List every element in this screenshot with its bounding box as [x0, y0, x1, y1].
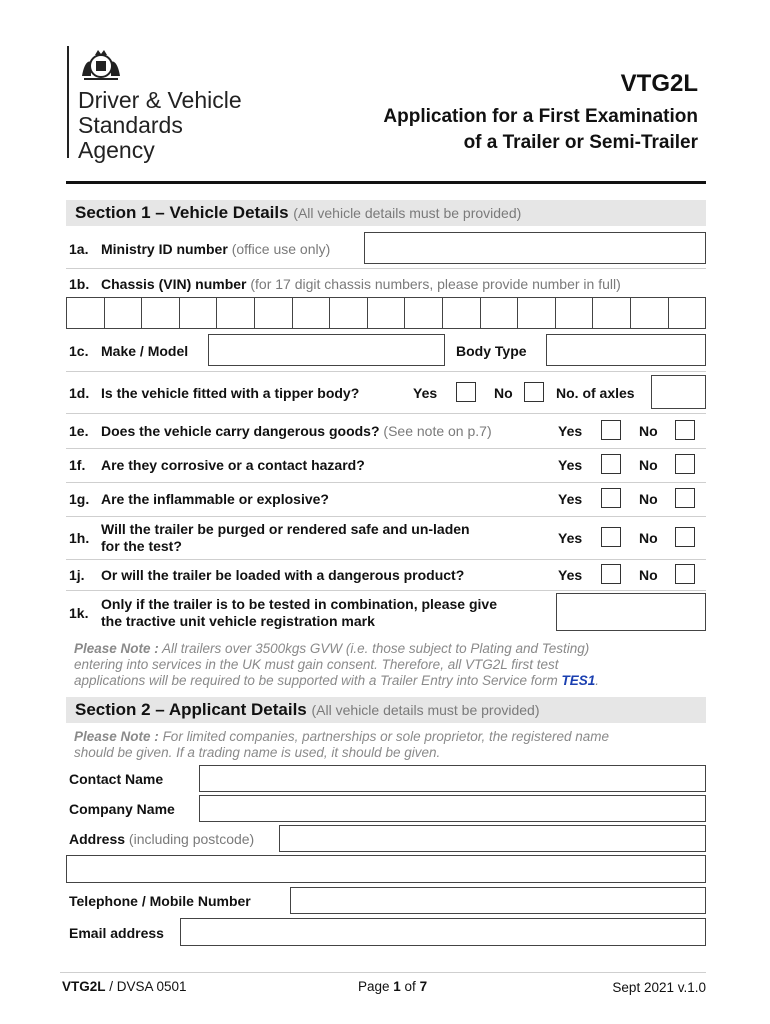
q1e-no-label: No [639, 423, 658, 439]
company-name-label: Company Name [69, 801, 175, 817]
q1k-line1: Only if the trailer is to be tested in combination, please give [101, 596, 497, 612]
q1e-yes-label: Yes [558, 423, 583, 439]
divider [66, 516, 706, 517]
agency-line2: Standards [78, 112, 183, 138]
note-end: . [595, 673, 600, 688]
header-divider [66, 181, 706, 184]
note-line2: entering into services in the UK must gain consent. Therefore, all VTG2L first test [74, 657, 559, 672]
q1d-num: 1d. [69, 385, 90, 401]
q1e-num: 1e. [69, 423, 89, 439]
footer-divider [60, 972, 706, 973]
q1f-yes-checkbox[interactable] [601, 454, 621, 474]
q1d-no-label: No [494, 385, 513, 401]
q1b-num: 1b. [69, 276, 90, 292]
q1d-yes-checkbox[interactable] [456, 382, 476, 402]
section2-note [74, 729, 609, 761]
q1h-no-label: No [639, 530, 658, 546]
footer-version: Sept 2021 v.1.0 [612, 980, 706, 995]
q1j-yes-label: Yes [558, 567, 583, 583]
q1k-line2: the tractive unit vehicle registration mark [101, 613, 375, 629]
q1f-no-label: No [639, 457, 658, 473]
q1h-num: 1h. [69, 530, 90, 546]
vin-cell[interactable] [105, 298, 143, 328]
q1d-yes-label: Yes [413, 385, 438, 401]
q1e-no-checkbox[interactable] [675, 420, 695, 440]
contact-name-input[interactable] [199, 765, 706, 792]
address-input-line1[interactable] [279, 825, 706, 852]
q1b-label [101, 276, 621, 292]
q1h-label [101, 521, 470, 555]
note-line1: All trailers over 3500kgs GVW (i.e. those subject to Plating and Testing) [162, 641, 590, 656]
section1-title [75, 203, 521, 223]
divider [66, 482, 706, 483]
q1j-no-checkbox[interactable] [675, 564, 695, 584]
form-code: VTG2L [620, 70, 698, 97]
q1h-yes-checkbox[interactable] [601, 527, 621, 547]
form-title-line1: Application for a First Examination [383, 106, 698, 127]
q1g-label: Are the inflammable or explosive? [101, 491, 329, 507]
agency-line3: Agency [78, 137, 155, 163]
q1e-yes-checkbox[interactable] [601, 420, 621, 440]
vin-cell[interactable] [368, 298, 406, 328]
vin-cell[interactable] [255, 298, 293, 328]
q1d-no-checkbox[interactable] [524, 382, 544, 402]
vin-cell[interactable] [330, 298, 368, 328]
page-total: 7 [419, 979, 428, 994]
axles-input[interactable] [651, 375, 706, 409]
page-of: of [400, 979, 420, 994]
agency-line1: Driver & Vehicle [78, 87, 242, 113]
divider [66, 371, 706, 372]
q1e-label-text: Does the vehicle carry dangerous goods? [101, 423, 380, 439]
vin-cell[interactable] [293, 298, 331, 328]
telephone-input[interactable] [290, 887, 706, 914]
q1c-label: Make / Model [101, 343, 189, 359]
q1a-num: 1a. [69, 241, 89, 257]
q1j-yes-checkbox[interactable] [601, 564, 621, 584]
q1e-hint: (See note on p.7) [383, 423, 492, 439]
q1j-num: 1j. [69, 567, 85, 583]
form-title [383, 104, 698, 156]
section1-hint: (All vehicle details must be provided) [293, 205, 522, 221]
vin-cell[interactable] [443, 298, 481, 328]
q1f-yes-label: Yes [558, 457, 583, 473]
q1b-label-text: Chassis (VIN) number [101, 276, 247, 292]
note-line1: For limited companies, partnerships or sole proprietor, the registered name [162, 729, 610, 744]
form-title-line2: of a Trailer or Semi-Trailer [463, 132, 698, 153]
footer-ref [62, 979, 187, 994]
ministry-id-input[interactable] [364, 232, 706, 264]
section2-title [75, 700, 540, 720]
address-label [69, 831, 254, 847]
q1h-yes-label: Yes [558, 530, 583, 546]
divider [66, 268, 706, 269]
agency-name [78, 88, 242, 163]
vin-input-grid[interactable] [66, 297, 706, 329]
footer-page [358, 979, 427, 994]
note-label: Please Note : [74, 729, 159, 744]
tractive-unit-vrm-input[interactable] [556, 593, 706, 631]
vin-cell[interactable] [217, 298, 255, 328]
address-label-text: Address [69, 831, 126, 847]
q1j-label: Or will the trailer be loaded with a dangerous product? [101, 567, 465, 583]
address-input-line2[interactable] [66, 855, 706, 883]
email-input[interactable] [180, 918, 706, 946]
q1e-label [101, 423, 492, 439]
q1g-yes-label: Yes [558, 491, 583, 507]
crest-icon [76, 46, 126, 82]
axles-label: No. of axles [556, 385, 635, 401]
make-model-input[interactable] [208, 334, 445, 366]
vin-cell[interactable] [67, 298, 105, 328]
vin-cell[interactable] [142, 298, 180, 328]
section1-note [74, 641, 599, 689]
note-line2: should be given. If a trading name is used, it should be given. [74, 745, 441, 760]
address-hint: (including postcode) [128, 831, 255, 847]
footer-ref-text: / DVSA 0501 [105, 979, 187, 994]
vin-cell[interactable] [481, 298, 519, 328]
q1g-no-checkbox[interactable] [675, 488, 695, 508]
vin-cell[interactable] [180, 298, 218, 328]
section2-hint: (All vehicle details must be provided) [311, 702, 540, 718]
vin-cell[interactable] [556, 298, 594, 328]
q1h-line2: for the test? [101, 538, 182, 554]
body-type-label: Body Type [456, 343, 527, 359]
q1f-no-checkbox[interactable] [675, 454, 695, 474]
page-prefix: Page [358, 979, 394, 994]
q1c-num: 1c. [69, 343, 89, 359]
note-label: Please Note : [74, 641, 159, 656]
agency-rule [67, 46, 69, 158]
body-type-input[interactable] [546, 334, 706, 366]
tes1-link[interactable]: TES1 [561, 673, 596, 688]
company-name-input[interactable] [199, 795, 706, 822]
q1h-line1: Will the trailer be purged or rendered safe and un-laden [101, 521, 470, 537]
divider [66, 448, 706, 449]
contact-name-label: Contact Name [69, 771, 164, 787]
q1j-no-label: No [639, 567, 658, 583]
q1d-label: Is the vehicle fitted with a tipper body? [101, 385, 360, 401]
q1a-hint: (office use only) [231, 241, 331, 257]
q1g-num: 1g. [69, 491, 90, 507]
q1k-label [101, 596, 497, 630]
q1a-label-text: Ministry ID number [101, 241, 228, 257]
vin-cell[interactable] [631, 298, 669, 328]
q1h-no-checkbox[interactable] [675, 527, 695, 547]
q1g-no-label: No [639, 491, 658, 507]
vin-cell[interactable] [669, 298, 706, 328]
vin-cell[interactable] [518, 298, 556, 328]
divider [66, 559, 706, 560]
q1k-num: 1k. [69, 605, 89, 621]
email-label: Email address [69, 925, 164, 941]
vin-cell[interactable] [593, 298, 631, 328]
footer-code: VTG2L [62, 979, 106, 994]
vin-cell[interactable] [405, 298, 443, 328]
telephone-label: Telephone / Mobile Number [69, 893, 251, 909]
note-line3: applications will be required to be supported with a Trailer Entry into Service form [74, 673, 558, 688]
q1f-num: 1f. [69, 457, 86, 473]
q1g-yes-checkbox[interactable] [601, 488, 621, 508]
divider [66, 413, 706, 414]
divider [66, 590, 706, 591]
section1-title-text: Section 1 – Vehicle Details [75, 203, 289, 222]
page-num: 1 [393, 979, 401, 994]
q1b-hint: (for 17 digit chassis numbers, please provide number in full) [250, 276, 621, 292]
q1a-label [101, 241, 330, 257]
section2-title-text: Section 2 – Applicant Details [75, 700, 307, 719]
q1f-label: Are they corrosive or a contact hazard? [101, 457, 365, 473]
